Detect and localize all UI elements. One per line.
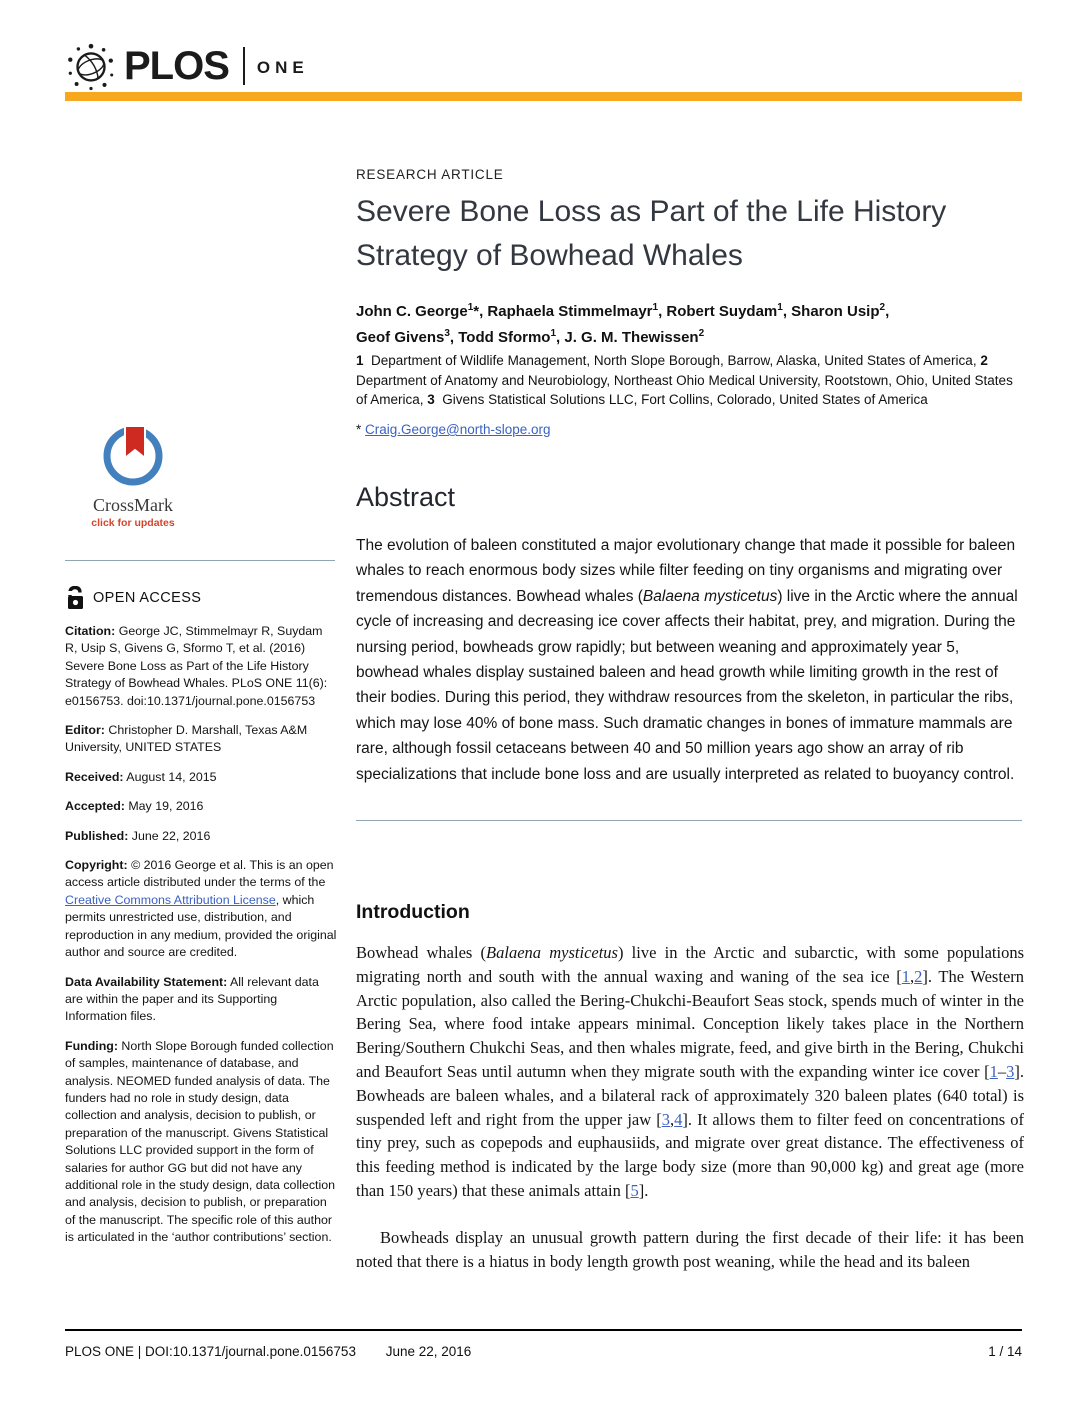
corresponding-email-link[interactable]: Craig.George@north-slope.org (365, 422, 551, 437)
data-availability-block: Data Availability Statement: All relevant data are within the paper and its Supporting Information files. (65, 974, 319, 1024)
creative-commons-license-link[interactable]: Creative Commons Attribution License (65, 892, 276, 907)
corresponding-author-email: * Craig.George@north-slope.org (356, 422, 551, 437)
sidebar-separator (65, 560, 335, 561)
received-block: Received: August 14, 2015 (65, 769, 217, 784)
reference-link-1[interactable]: 1 (989, 1061, 998, 1081)
funding-block: Funding: North Slope Borough funded collection of samples, maintenance of database, and analysis. NEOMED funded analysis of data. The funders had no role in study design, data collection and analysis, decision to publish, or preparation of the manuscript. Givens Statistical Solutions LLC provided support in the form of salaries for author GG but did not have any additional role in the study design, data collection and analysis, decision to publish, or preparation of the manuscript. The specific role of this author is articulated in the ‘author contributions’ section. (65, 1038, 336, 1245)
reference-link-2[interactable]: 2 (914, 966, 923, 986)
footer-doi-text: PLOS ONE | DOI:10.1371/journal.pone.0156753 (65, 1344, 356, 1359)
article-title: Severe Bone Loss as Part of the Life History Strategy of Bowhead Whales (356, 195, 947, 272)
page-footer (65, 1344, 1022, 1359)
reference-link-3[interactable]: 3 (661, 1109, 671, 1129)
introduction-paragraph-1: Bowhead whales (Balaena mysticetus) live in the Arctic and subarctic, with some populations migrating north and south with the annual waxing and waning of the sea ice [1,2]. The Western Arctic population, also called the Bering-Chukchi-Beaufort Seas stock, spends much of winter in the Bering Sea, where food intake appears minimal. Conception likely takes place in the Northern Bering/Southern Chukchi Seas, and then whales migrate, feed, and give birth in the Bering, Chukchi and Beaufort Seas until autumn when they migrate south with the expanding winter ice cover [1–3]. Bowheads are baleen whales, and a bilateral rack of approximately 320 baleen plates (640 total) is suspended left and right from the upper jaw [3,4]. It allows them to filter feed on concentrations of tiny prey, such as copepods and euphausiids, and migrate over great distance. The effectiveness of this feeding method is indicated by the large body size (more than 90,000 kg) and great age (more than 150 years) that these animals attain [5]. (356, 943, 1025, 1200)
one-wordmark: ONE (256, 58, 309, 77)
affiliations: 1 Department of Wildlife Management, North Slope Borough, Barrow, Alaska, United States of America, 2 Department of Anatomy and Neurobiology, Northeast Ohio Medical University, Rootstown, Ohio, United States of America, 3 Givens Statistical Solutions LLC, Fort Collins, Colorado, United States of America (356, 353, 1013, 407)
introduction-paragraph-2: Bowheads display an unusual growth pattern during the first decade of their life: it has been noted that there is a hiatus in body length growth post weaning, while the head and its baleen (356, 1228, 1024, 1271)
plos-wordmark: PLOS (124, 43, 229, 88)
article-type-label: RESEARCH ARTICLE (356, 167, 504, 182)
open-access-label: OPEN ACCESS (93, 590, 202, 606)
crossmark-label: CrossMark (93, 495, 173, 515)
author-list: John C. George$^1$*, Raphaela Stimmelmayr$^1$, Robert Suydam$^1$, Sharon Usip$^2$, Geof Givens$^3$, Todd Sformo$^1$, J. G. M. Thewissen$^2$ (356, 302, 890, 346)
brand-accent-bar (65, 92, 1022, 101)
crossmark-badge[interactable] (68, 424, 198, 529)
published-block: Published: June 22, 2016 (65, 828, 211, 843)
footer-rule (65, 1329, 1022, 1331)
reference-link-1[interactable]: 1 (901, 966, 911, 986)
citation-block: Citation: George JC, Stimmelmayr R, Suydam R, Usip S, Givens G, Sformo T, et al. (2016) Severe Bone Loss as Part of the Life History Strategy of Bowhead Whales. PLoS ONE 11(6): e0156753. doi:10.1371/journal.pone.0156753 (65, 624, 328, 708)
abstract-separator (356, 820, 1022, 821)
crossmark-icon (101, 424, 165, 488)
abstract-heading: Abstract (356, 482, 456, 512)
footer-journal-doi (65, 1344, 471, 1359)
logo-divider (243, 47, 245, 85)
footer-date: June 22, 2016 (385, 1344, 472, 1359)
open-lock-icon (65, 586, 85, 610)
reference-link-4[interactable]: 4 (674, 1109, 683, 1129)
reference-link-5[interactable]: 5 (630, 1180, 639, 1200)
article-metadata-column (65, 623, 337, 1259)
crossmark-tagline: click for updates (91, 517, 175, 529)
plos-globe-icon (64, 39, 118, 93)
copyright-block: Copyright: © 2016 George et al. This is an open access article distributed under the terms of the Creative Commons Attribution License, which permits unrestricted use, distribution, and reproduction in any medium, provided the original author and source are credited. (65, 858, 337, 960)
reference-link-3[interactable]: 3 (1006, 1061, 1015, 1081)
introduction-heading: Introduction (356, 901, 470, 923)
open-access-badge (65, 586, 201, 610)
footer-page-number: 1 / 14 (988, 1344, 1022, 1359)
plos-one-logo (64, 40, 309, 92)
accepted-block: Accepted: May 19, 2016 (65, 799, 204, 814)
abstract-text: The evolution of baleen constituted a major evolutionary change that made it possible for baleen whales to reach enormous body sizes while filter feeding on tiny organisms and migrating over tremendous distances. Bowhead whales (Balaena mysticetus) live in the Arctic where the annual cycle of increasing and decreasing ice cover affects their habitat, prey, and migration. During the nursing period, bowheads grow rapidly; but between weaning and approximately year 5, bowhead whales display sustained baleen and head growth while limiting growth in the rest of their bodies. During this period, they withdraw resources from the skeleton, in particular the ribs, which may lose 40% of bone mass. Such dramatic changes in bones of immature mammals are rare, although fossil cetaceans between 40 and 50 million years ago show an array of rib specializations that include bone loss and are usually interpreted as related to buoyancy control. (356, 537, 1018, 783)
editor-block: Editor: Christopher D. Marshall, Texas A&M University, UNITED STATES (65, 723, 308, 755)
